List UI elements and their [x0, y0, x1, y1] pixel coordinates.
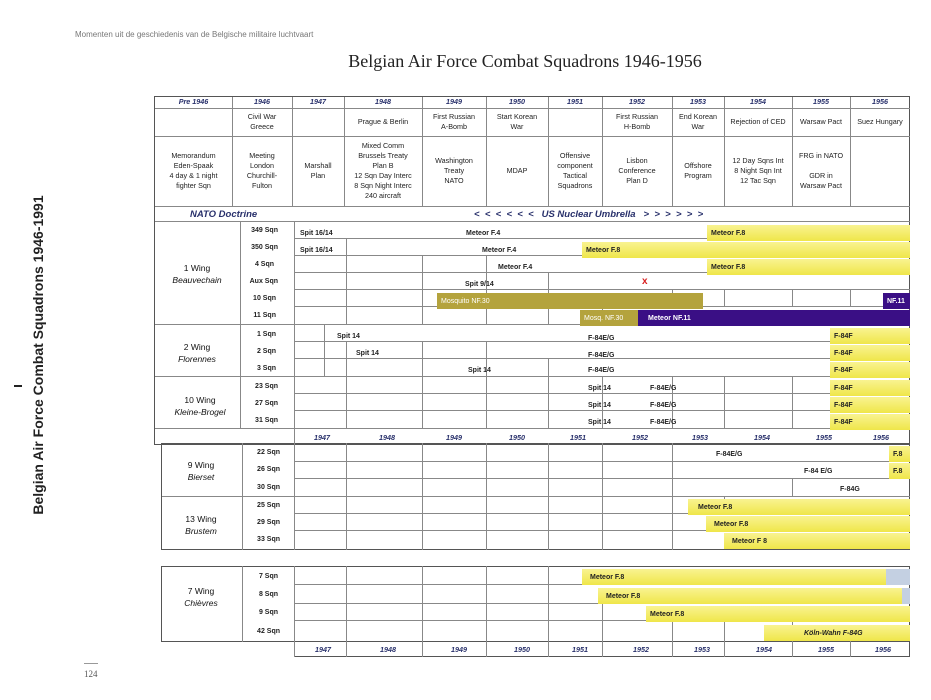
aircraft-bar-f84eg: F-84E/G	[716, 450, 743, 458]
aircraft-bar-spit: Spit 14	[588, 401, 611, 409]
aircraft-bar-f84eg: F-84E/G	[650, 401, 677, 409]
event-cell: Rejection of CED	[730, 117, 786, 126]
aircraft-bar-meteor-f8: Meteor F.8	[582, 569, 886, 585]
year-header: 1953	[690, 97, 706, 106]
aircraft-bar-spit: Spit 14	[588, 384, 611, 392]
aircraft-bar-meteor-f4: Meteor F.4	[482, 246, 517, 254]
axis-year: 1947	[315, 645, 331, 654]
grid-line	[422, 255, 423, 324]
squadron-label: 1 Sqn	[256, 331, 276, 338]
axis-year: 1954	[754, 433, 770, 442]
policy-cell: Meeting London Churchill- Fulton	[246, 151, 278, 190]
axis-year: 1947	[314, 433, 330, 442]
aircraft-bar-f84f: F-84F	[830, 328, 910, 344]
nuclear-umbrella-text: < < < < < < US Nuclear Umbrella > > > > > >	[474, 209, 704, 220]
year-header: 1949	[446, 97, 462, 106]
running-header: Momenten uit de geschiedenis van de Belgische militaire luchtvaart	[75, 30, 314, 39]
aircraft-bar-meteor-f8: Meteor F.8	[582, 242, 910, 258]
squadron-label: 42 Sqn	[257, 628, 280, 635]
axis-year: 1950	[509, 433, 525, 442]
event-cell: Warsaw Pact	[799, 117, 843, 126]
year-header: 1950	[509, 97, 525, 106]
event-cell: Start Korean War	[496, 112, 538, 131]
bar-endcap	[886, 569, 910, 585]
grid-line	[346, 341, 347, 376]
page-title: Belgian Air Force Combat Squadrons 1946-1956	[348, 51, 702, 71]
grid-line	[486, 443, 487, 550]
grid-line	[486, 566, 487, 657]
grid-line	[346, 376, 347, 428]
bar-endcap	[902, 588, 910, 604]
aircraft-bar-f84eg: F-84 E/G	[804, 467, 833, 475]
squadron-label: 2 Sqn	[256, 348, 276, 355]
aircraft-bar-meteor-nf11: Meteor NF.11	[638, 310, 910, 326]
aircraft-bar-spit: Spit 14	[356, 349, 379, 357]
aircraft-bar-f84f: F-84F	[830, 345, 910, 361]
aircraft-bar-mosquito: Mosquito NF.30	[437, 293, 703, 309]
squadron-label: 11 Sqn	[253, 312, 276, 319]
squadron-label: 7 Sqn	[258, 573, 278, 580]
year-header: 1955	[813, 97, 829, 106]
squadron-label: 31 Sqn	[255, 417, 278, 424]
squadron-label: 350 Sqn	[251, 244, 278, 251]
event-cell: First Russian A-Bomb	[433, 112, 475, 131]
axis-year: 1952	[633, 645, 649, 654]
axis-year: 1954	[756, 645, 772, 654]
aircraft-bar-meteor-f8: Meteor F.8	[707, 259, 910, 275]
aircraft-bar-meteor-f8: Meteor F 8	[724, 533, 910, 549]
grid-line	[548, 566, 549, 657]
grid-line	[422, 376, 423, 428]
aircraft-bar-meteor-f8: Meteor F.8	[646, 606, 910, 622]
axis-year: 1948	[379, 433, 395, 442]
event-cell: Prague & Berlin	[357, 117, 409, 126]
margin-mark	[14, 385, 22, 387]
aircraft-bar-f8: F.8	[889, 463, 910, 479]
disbanded-cross-icon: x	[642, 276, 648, 287]
aircraft-bar-meteor-f4: Meteor F.4	[498, 263, 533, 271]
wing-label: 1 Wing Beauvechain	[172, 263, 222, 285]
grid-line	[242, 443, 243, 550]
aircraft-bar-meteor-f8: Meteor F.8	[688, 499, 910, 515]
policy-cell: Mixed Comm Brussels Treaty Plan B 12 Sqn Day Interc 8 Sqn Night Interc 240 aircraft	[354, 141, 412, 200]
squadron-label: 8 Sqn	[258, 591, 278, 598]
grid-line	[850, 289, 851, 306]
aircraft-bar-f84eg: F-84E/G	[650, 384, 677, 392]
axis-year: 1955	[816, 433, 832, 442]
aircraft-bar-spit: Spit 14	[337, 332, 360, 340]
grid-line	[155, 221, 910, 222]
squadron-label: 23 Sqn	[255, 383, 278, 390]
event-cell: End Korean War	[679, 112, 717, 131]
year-header: 1952	[629, 97, 645, 106]
year-header: 1956	[872, 97, 888, 106]
aircraft-bar-spit: Spit 16/14	[300, 246, 333, 254]
squadron-label: 9 Sqn	[258, 609, 278, 616]
axis-year: 1951	[572, 645, 588, 654]
grid-line	[324, 324, 325, 376]
grid-line	[162, 496, 910, 497]
squadron-label: 3 Sqn	[256, 365, 276, 372]
year-header: 1948	[375, 97, 391, 106]
aircraft-bar-f84eg: F-84E/G	[588, 366, 615, 374]
aircraft-bar-spit: Spit 14	[588, 418, 611, 426]
side-title: Belgian Air Force Combat Squadrons 1946-1991	[30, 195, 46, 515]
squadron-label: 27 Sqn	[255, 400, 278, 407]
aircraft-bar-spit: Spit 14	[468, 366, 491, 374]
axis-year: 1952	[632, 433, 648, 442]
wing-label: 7 Wing Chièvres	[184, 586, 218, 608]
policy-cell: Marshall Plan	[304, 161, 332, 180]
policy-cell: Lisbon Conference Plan D	[618, 156, 656, 185]
page-number: 124	[84, 669, 98, 679]
axis-year: 1956	[875, 645, 891, 654]
grid-line	[792, 289, 793, 306]
policy-cell: Offensive component Tactical Squadrons	[557, 151, 593, 190]
grid-line	[672, 443, 673, 550]
aircraft-bar-f84eg: F-84E/G	[650, 418, 677, 426]
grid-line	[548, 376, 549, 428]
grid-line	[422, 566, 423, 657]
year-header: 1947	[310, 97, 326, 106]
grid-line	[294, 443, 295, 550]
grid-line	[294, 221, 295, 445]
grid-line	[294, 566, 295, 657]
event-cell: Suez Hungary	[857, 117, 903, 126]
squadron-label: 26 Sqn	[257, 466, 280, 473]
grid-line	[346, 443, 347, 550]
policy-cell: FRG in NATO GDR in Warsaw Pact	[798, 151, 844, 190]
wing-label: 13 Wing Brustem	[185, 514, 217, 536]
grid-line	[155, 206, 910, 207]
nf11-text: NF.11	[887, 297, 905, 305]
axis-year: 1949	[446, 433, 462, 442]
policy-cell: MDAP	[506, 166, 528, 175]
wing-label: 2 Wing Florennes	[178, 342, 216, 364]
aircraft-bar-nf11	[883, 293, 910, 309]
aircraft-bar-f84f: F-84F	[830, 380, 910, 396]
nato-doctrine-label: NATO Doctrine	[190, 209, 258, 220]
aircraft-bar-meteor-f8: Meteor F.8	[706, 516, 910, 532]
year-header: Pre 1946	[178, 97, 209, 106]
grid-line	[346, 566, 347, 657]
grid-line	[792, 478, 793, 496]
axis-year: 1953	[694, 645, 710, 654]
page-number-rule	[84, 663, 98, 664]
policy-cell: Memorandum Eden-Spaak 4 day & 1 night fighter Sqn	[169, 151, 218, 190]
aircraft-bar-spit: Spit 9/14	[465, 280, 494, 288]
axis-year: 1951	[570, 433, 586, 442]
grid-line	[548, 443, 549, 550]
wing-label: 10 Wing Kleine-Brogel	[174, 395, 226, 417]
grid-line	[602, 443, 603, 550]
squadron-label: 10 Sqn	[253, 295, 276, 302]
year-header: 1946	[254, 97, 270, 106]
event-cell: First Russian H-Bomb	[616, 112, 658, 131]
axis-year: 1949	[451, 645, 467, 654]
aircraft-bar-koln-wahn	[764, 625, 910, 641]
aircraft-bar-meteor-f8: Meteor F.8	[598, 588, 902, 604]
aircraft-bar-f84f: F-84F	[830, 414, 910, 430]
axis-year: 1956	[873, 433, 889, 442]
year-header: 1951	[567, 97, 583, 106]
year-header: 1954	[750, 97, 766, 106]
aircraft-bar-f84eg: F-84E/G	[588, 351, 615, 359]
aircraft-bar-mosquito: Mosq. NF.30	[580, 310, 638, 326]
squadron-label: 349 Sqn	[251, 227, 278, 234]
aircraft-bar-f84f: F-84F	[830, 397, 910, 413]
policy-cell: Washington Treaty NATO	[435, 156, 473, 185]
squadron-label: 22 Sqn	[257, 449, 280, 456]
axis-year: 1955	[818, 645, 834, 654]
policy-cell: Offshore Program	[684, 161, 712, 180]
squadron-label: 4 Sqn	[254, 261, 274, 268]
aircraft-bar-spit: Spit 16/14	[300, 229, 333, 237]
grid-line	[486, 376, 487, 428]
squadron-label: 25 Sqn	[257, 502, 280, 509]
aircraft-bar-f8: F.8	[889, 446, 910, 462]
aircraft-bar-meteor-f4: Meteor F.4	[466, 229, 501, 237]
aircraft-bar-f84f: F-84F	[830, 362, 910, 378]
squadron-label: 30 Sqn	[257, 484, 280, 491]
aircraft-bar-f84g: F-84G	[840, 485, 860, 493]
wing-label: 9 Wing Bierset	[187, 460, 215, 482]
koln-wahn-text: Köln-Wahn F-84G	[804, 629, 863, 637]
event-cell: Civil War Greece	[247, 112, 277, 131]
aircraft-bar-f84eg: F-84E/G	[588, 334, 615, 342]
grid-line	[422, 443, 423, 550]
squadron-label: 33 Sqn	[257, 536, 280, 543]
axis-year: 1948	[380, 645, 396, 654]
squadron-label: 29 Sqn	[257, 519, 280, 526]
aircraft-bar-meteor-f8: Meteor F.8	[707, 225, 910, 241]
squadron-label: Aux Sqn	[249, 278, 278, 285]
policy-cell: 12 Day Sqns Int 8 Night Sqn Int 12 Tac Sqn	[732, 156, 784, 185]
grid-line	[724, 289, 725, 306]
axis-year: 1953	[692, 433, 708, 442]
axis-year: 1950	[514, 645, 530, 654]
